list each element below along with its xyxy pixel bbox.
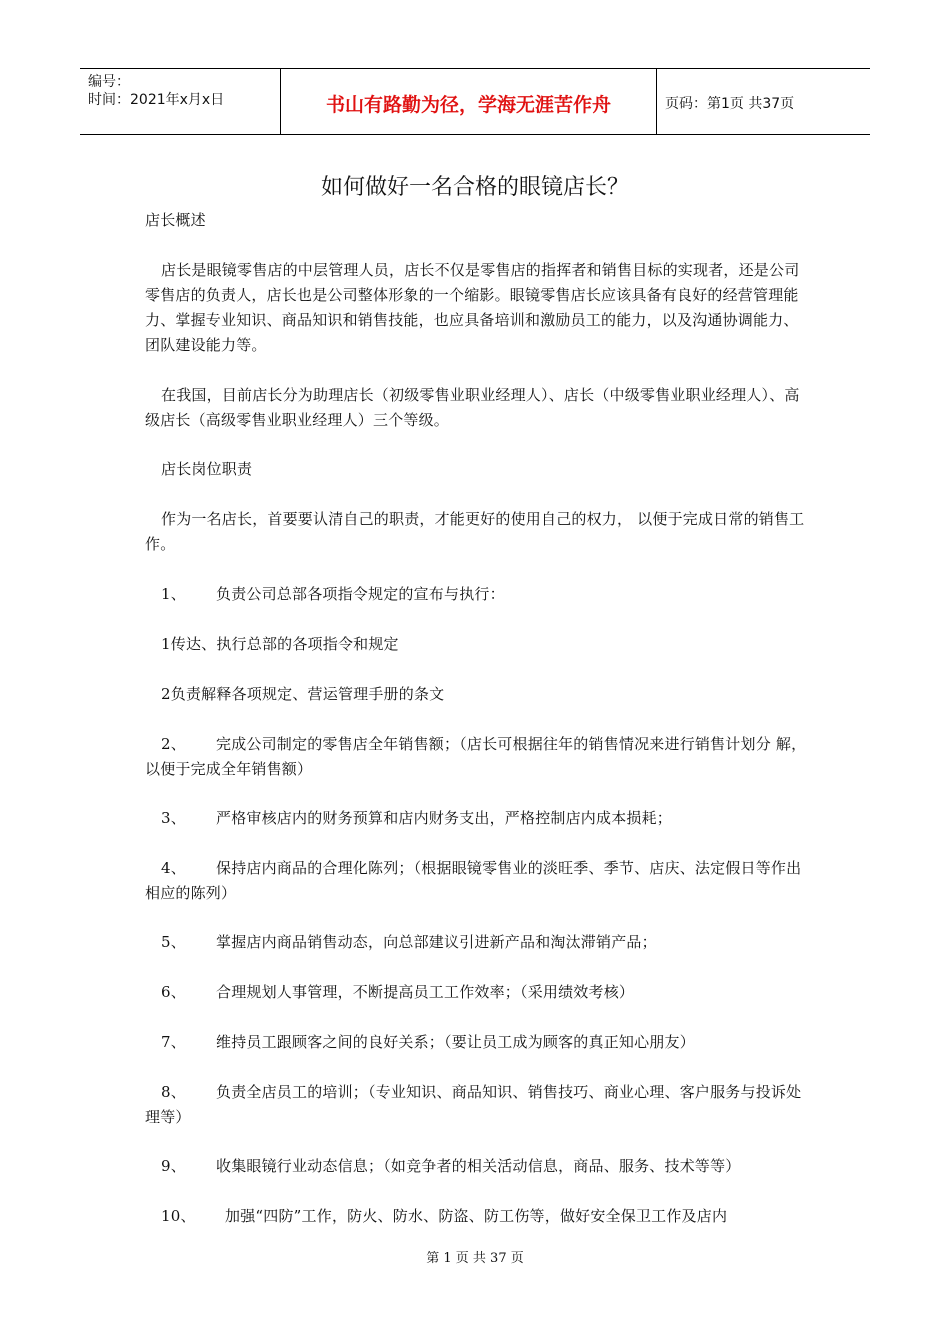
document-title: 如何做好一名合格的眼镜店长？ (320, 175, 629, 200)
item-number: 1、 (161, 585, 186, 603)
page-header (80, 68, 870, 135)
list-item (145, 930, 810, 955)
list-item (145, 1080, 810, 1130)
list-item (145, 1154, 810, 1179)
list-item (145, 1204, 810, 1229)
item-number: 10、 (161, 1207, 196, 1225)
item-number: 6、 (161, 983, 186, 1001)
header-meta (80, 69, 281, 134)
item-text: 收集眼镜行业动态信息；（如竞争者的相关活动信息，商品、服务、技术等等） (216, 1157, 741, 1175)
item-number: 4、 (161, 859, 186, 877)
item-text: 1传达、执行总部的各项指令和规定 (161, 635, 399, 653)
time-label: 时间：2021年x月x日 (88, 92, 225, 108)
list-item (145, 856, 810, 906)
item-number: 8、 (161, 1083, 186, 1101)
overview-heading: 店长概述 (145, 211, 206, 229)
item-text: 合理规划人事管理，不断提高员工工作效率；（采用绩效考核） (216, 983, 635, 1001)
number-label: 编号： (88, 74, 130, 90)
list-item (145, 682, 810, 707)
header-motto: 书山有路勤为径，学海无涯苦作舟 (281, 69, 657, 134)
item-text: 负责公司总部各项指令规定的宣布与执行： (216, 585, 505, 603)
item-text: 保持店内商品的合理化陈列；（根据眼镜零售业的淡旺季、季节、店庆、法定假日等作出相应的陈列） (145, 859, 802, 902)
list-item (145, 980, 810, 1005)
item-number: 9、 (161, 1157, 186, 1175)
item-text: 负责全店员工的培训；（专业知识、商品知识、销售技巧、商业心理、客户服务与投诉处理等） (145, 1083, 802, 1126)
list-item (145, 732, 810, 782)
list-item (145, 632, 810, 657)
duties-intro: 作为一名店长，首要要认清自己的职责，才能更好的使用自己的权力， 以便于完成日常的销售工作。 (145, 510, 805, 553)
item-text: 掌握店内商品销售动态，向总部建议引进新产品和淘汰滞销产品； (216, 933, 657, 951)
list-item (145, 1030, 810, 1055)
header-page-info: 页码：第1页 共37页 (665, 95, 795, 112)
item-number: 5、 (161, 933, 186, 951)
page-footer: 第 1 页 共 37 页 (426, 1251, 524, 1266)
overview-paragraph-1: 店长是眼镜零售店的中层管理人员，店长不仅是零售店的指挥者和销售目标的实现者，还是公司零售店的负责人，店长也是公司整体形象的一个缩影。眼镜零售店长应该具备有良好的经营管理能力、掌握专业知识、商品知识和销售技能，也应具备培训和激励员工的能力，以及沟通协调能力、团队建设能力等。 (145, 261, 800, 354)
item-number: 2、 (161, 735, 186, 753)
item-text: 2负责解释各项规定、营运管理手册的条文 (161, 685, 445, 703)
item-text: 加强“四防”工作，防火、防水、防盗、防工伤等，做好安全保卫工作及店内 (225, 1207, 728, 1225)
item-text: 维持员工跟顾客之间的良好关系；（要让员工成为顾客的真正知心朋友） (216, 1033, 695, 1051)
item-text: 完成公司制定的零售店全年销售额；（店长可根据往年的销售情况来进行销售计划分 解，以便于完成全年销售额） (145, 735, 807, 778)
item-number: 3、 (161, 809, 186, 827)
duties-heading: 店长岗位职责 (161, 460, 253, 478)
overview-paragraph-2: 在我国，目前店长分为助理店长（初级零售业职业经理人）、店长（中级零售业职业经理人）、高级店长（高级零售业职业经理人）三个等级。 (145, 386, 800, 429)
item-text: 严格审核店内的财务预算和店内财务支出，严格控制店内成本损耗； (216, 809, 673, 827)
list-item (145, 806, 810, 831)
item-number: 7、 (161, 1033, 186, 1051)
list-item (145, 582, 810, 607)
